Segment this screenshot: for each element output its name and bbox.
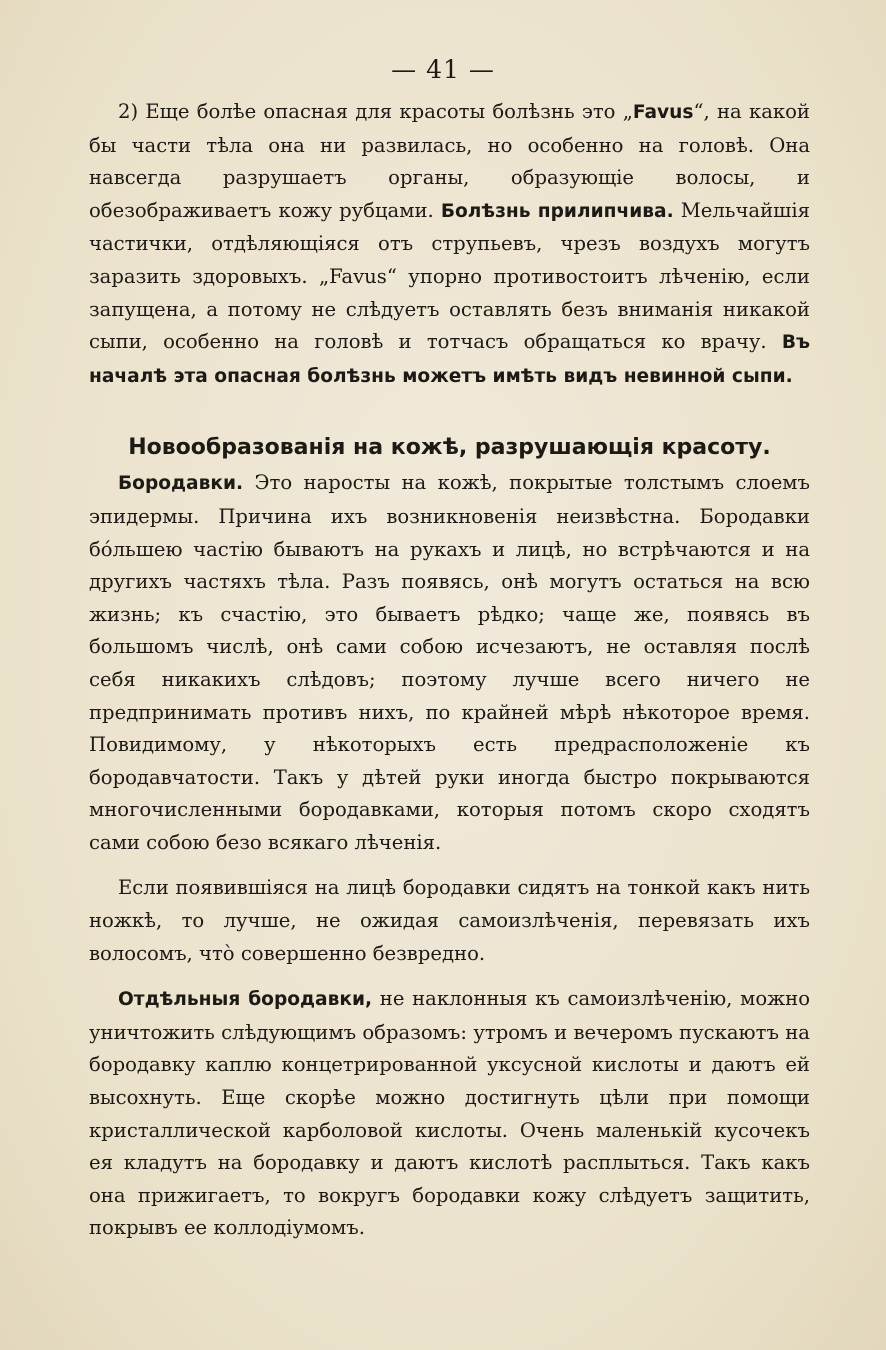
paragraph-text: не наклонныя къ самоизлѣченію, можно уничтожить слѣдующимъ образомъ: утромъ и вечеромъ пускаютъ на бородавку каплю концетрированной уксусной кислоты и даютъ ей высохнуть. Еще скорѣе можно достигнуть цѣли при помощи кристаллической карболовой кислоты. Очень маленькій кусочекъ ея кладутъ на бородавку и даютъ кислотѣ расплыться. Такъ какъ она прижигаетъ, то вокругъ бородавки кожу слѣдуетъ защитить, покрывъ ее коллодіумомъ. xyxy=(89,987,810,1240)
paragraph-favus xyxy=(89,96,810,393)
paragraph-text: Мельчайшія частички, отдѣляющіяся отъ струпьевъ, чрезъ воздухъ могутъ заразить здоровыхъ. „Favus“ упорно противостоитъ лѣченію, если запущена, а потому не слѣдуетъ оставлять безъ вниманія никакой сыпи, особенно на головѣ и тотчасъ обращаться ко врачу. xyxy=(89,198,811,354)
paragraph-thin-stalk xyxy=(89,872,810,970)
paragraph-text: “, на какой бы части тѣла она ни развилась, но особенно на головѣ. Она навсегда разрушаетъ органы, образующіе волосы, и обезображиваетъ кожу рубцами. xyxy=(89,100,810,222)
section-heading: Новообразованія на кожѣ, разрушающія красоту. xyxy=(128,435,771,461)
page-number: — 41 — xyxy=(391,55,495,84)
paragraph-text: Это наросты на кожѣ, покрытые толстымъ слоемъ эпидермы. Причина ихъ возникновенія неизвѣстна. Бородавки бóльшею частію бываютъ на рукахъ и лицѣ, но встрѣчаются и на другихъ частяхъ тѣла. Разъ появясь, онѣ могутъ остаться на всю жизнь; къ счастію, это бываетъ рѣдко; чаще же, появясь въ большомъ числѣ, онѣ сами собою исчезаютъ, не оставляя послѣ себя никакихъ слѣдовъ; поэтому лучше всего ничего не предпринимать противъ нихъ, по крайней мѣрѣ нѣкоторое время. Повидимому, у нѣкоторыхъ есть предрасположеніе къ бородавчатости. Такъ у дѣтей руки иногда быстро покрываются многочисленными бородавками, которыя потомъ скоро сходятъ сами собою безо всякаго лѣченія. xyxy=(89,471,810,854)
warning-emphasis: Въ началѣ эта опасная болѣзнь можетъ имѣть видъ невинной сыпи. xyxy=(89,332,810,387)
paragraph-text: 2) Еще болѣе опасная для красоты болѣзнь это „ xyxy=(118,100,633,123)
separate-warts-term: Отдѣльныя бородавки, xyxy=(118,989,373,1011)
paragraph-removal xyxy=(89,983,810,1245)
paragraph-warts xyxy=(89,467,810,859)
page-content xyxy=(89,96,810,1245)
favus-term: Favus xyxy=(632,102,694,123)
contagious-emphasis: Болѣзнь прилипчива. xyxy=(440,200,674,222)
paragraph-text: Если появившіяся на лицѣ бородавки сидятъ на тонкой какъ нить ножкѣ, то лучше, не ожидая самоизлѣченія, перевязать ихъ волосомъ, чтò совершенно безвредно. xyxy=(89,876,810,965)
warts-term: Бородавки. xyxy=(118,473,244,495)
